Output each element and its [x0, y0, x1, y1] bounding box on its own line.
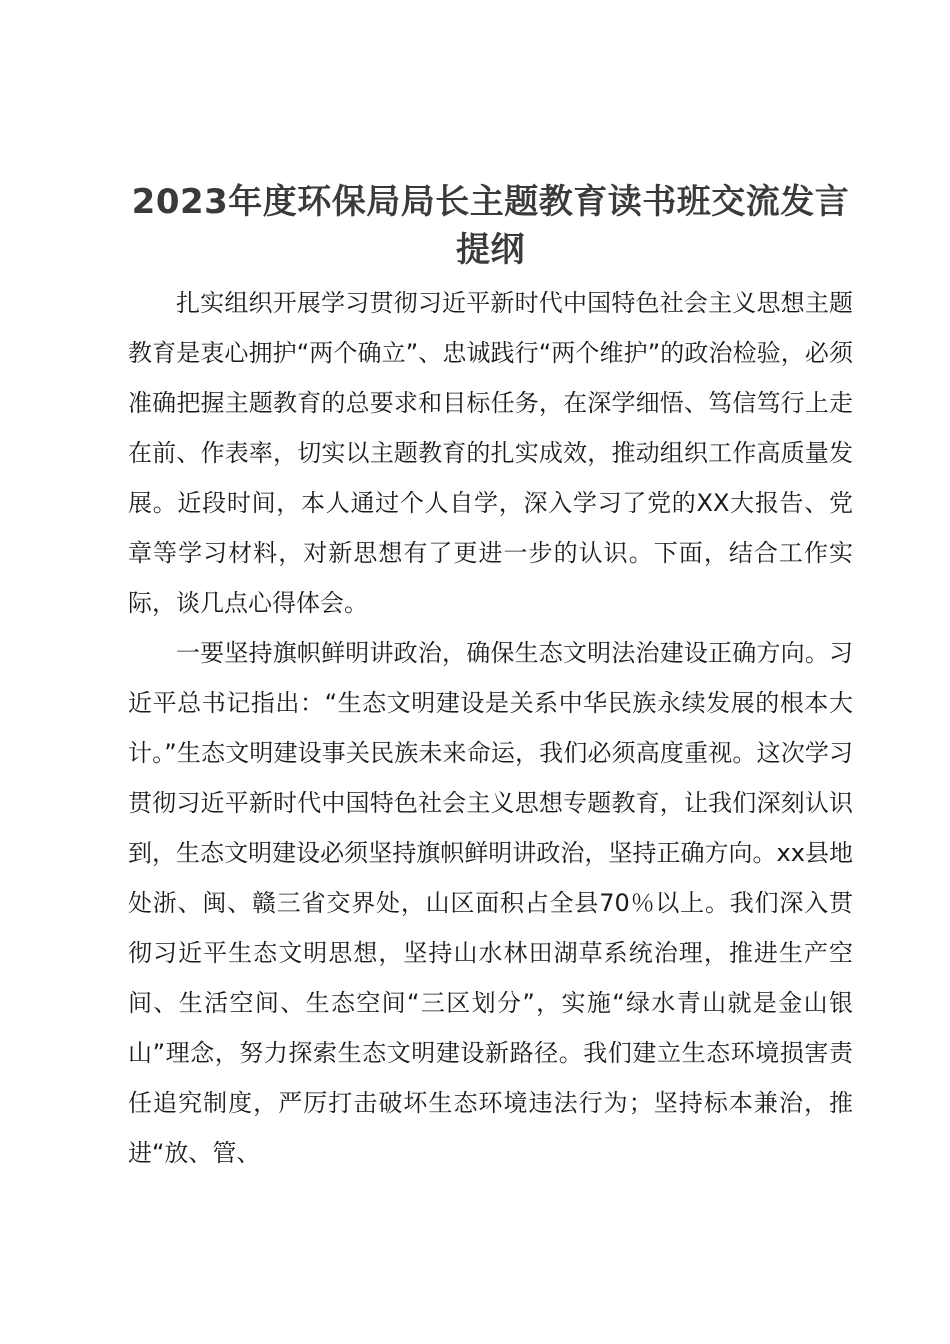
body-paragraph-intro: 扎实组织开展学习贯彻习近平新时代中国特色社会主义思想主题教育是衷心拥护“两个确立”、忠诚践行“两个维护”的政治检验，必须准确把握主题教育的总要求和目标任务，在深学细悟、笃信笃行上走在前、作表率，切实以主题教育的扎实成效，推动组织工作高质量发展。近段时间，本人通过个人自学，深入学习了党的XX大报告、党章等学习材料，对新思想有了更进一步的认识。下面，结合工作实际，谈几点心得体会。: [128, 289, 853, 617]
body-paragraph-point-one: 一要坚持旗帜鲜明讲政治，确保生态文明法治建设正确方向。习近平总书记指出：“生态文明建设是关系中华民族永续发展的根本大计。”生态文明建设事关民族未来命运，我们必须高度重视。这次学习贯彻习近平新时代中国特色社会主义思想专题教育，让我们深刻认识到，生态文明建设必须坚持旗帜鲜明讲政治，坚持正确方向。xx县地处浙、闽、赣三省交界处，山区面积占全县70％以上。我们深入贯彻习近平生态文明思想，坚持山水林田湖草系统治理，推进生产空间、生活空间、生态空间“三区划分”，实施“绿水青山就是金山银山”理念，努力探索生态文明建设新路径。我们建立生态环境损害责任追究制度，严厉打击破坏生态环境违法行为；坚持标本兼治，推进“放、管、: [128, 639, 853, 1167]
document-title: 2023年度环保局局长主题教育读书班交流发言提纲: [131, 182, 850, 270]
document-content: [128, 178, 853, 1178]
